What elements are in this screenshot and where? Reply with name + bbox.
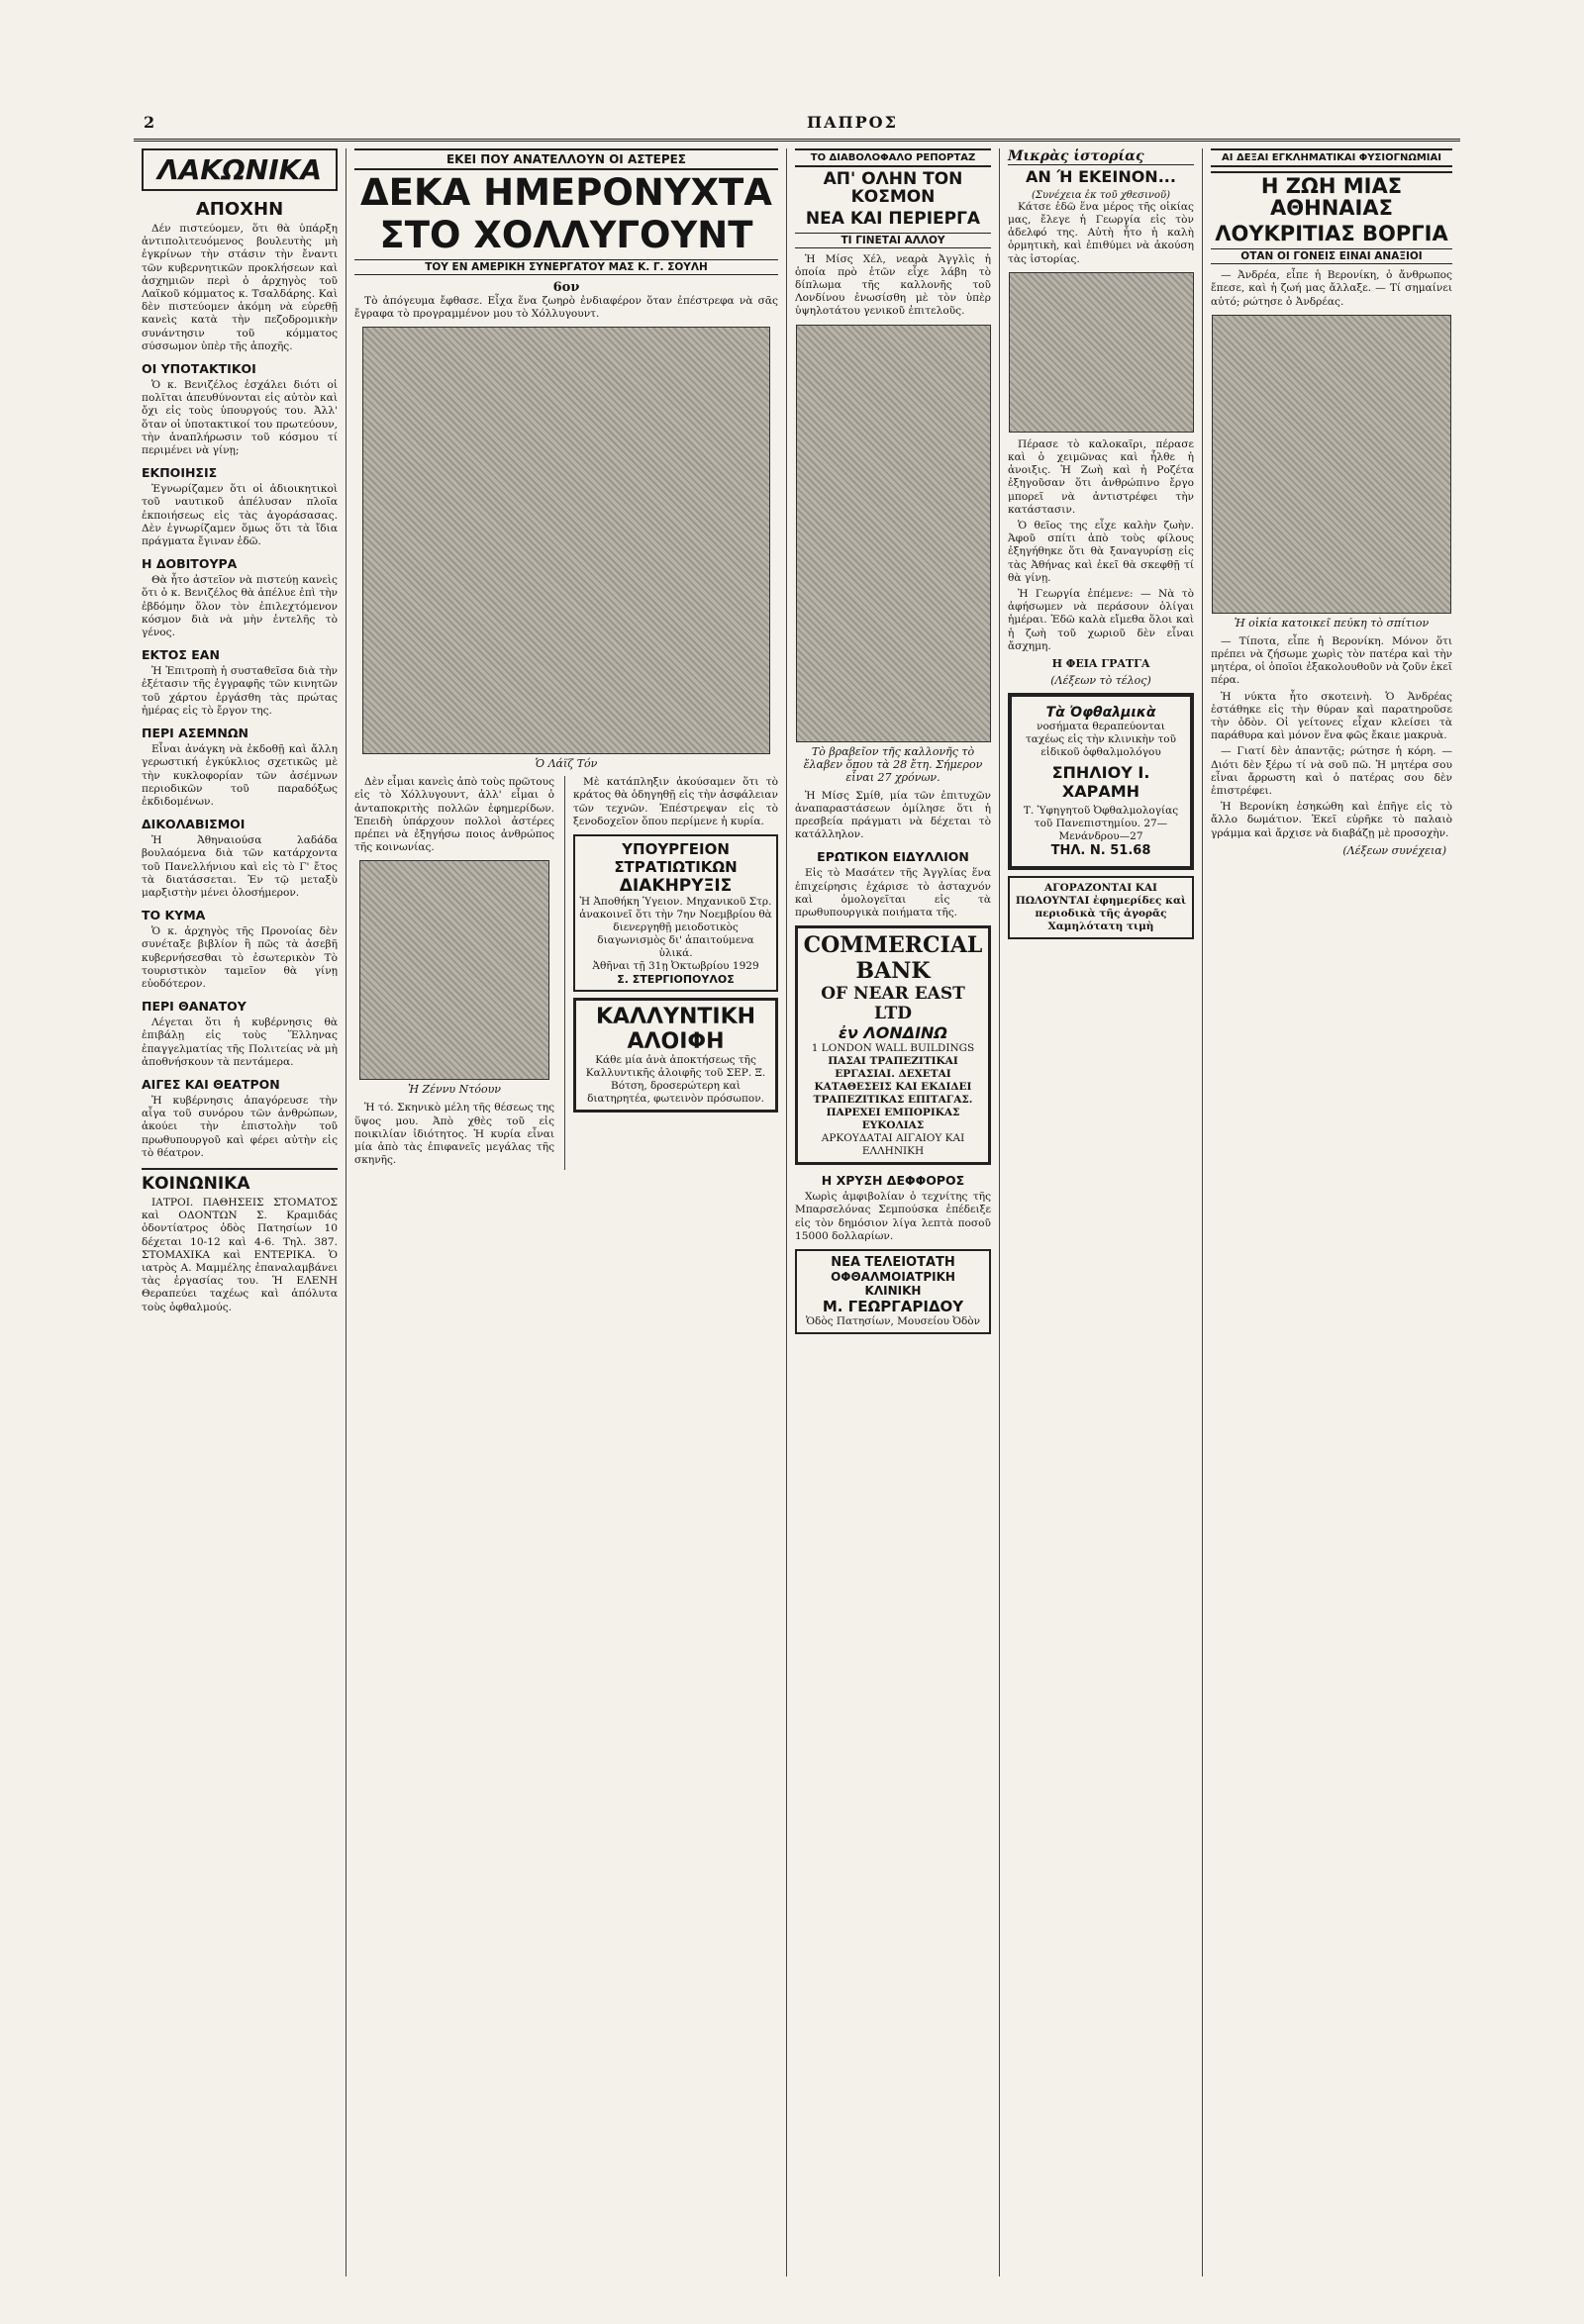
portrait-photo-man (362, 327, 770, 754)
ophthalmology-address: Τ. Ὑφηγητοῦ Ὀφθαλμολογίας τοῦ Πανεπιστημίου. 27—Μενάνδρου—27 (1023, 805, 1179, 843)
buy-sell-body: ΑΓΟΡΑΖΟΝΤΑΙ ΚΑΙ ΠΩΛΟΥΝΤΑΙ ἐφημερίδες καὶ περιοδικὰ τῆς ἀγορᾶς Χαμηλότατη τιμὴ (1015, 882, 1187, 933)
ministry-notice (573, 834, 778, 992)
lakonika-section-title: ΠΕΡΙ ΑΣΕΜΝΩΝ (142, 726, 248, 741)
lucretia-body-2: Ἡ νύκτα ἦτο σκοτεινὴ. Ὁ Ἀνδρέας ἐστάθηκε εἰς τὴν θύραν καὶ παρατηροῦσε τὴν ὁδὸν. Οἱ γείτονες εἶχαν κλείσει τὰ παράθυρα καὶ μόνον ἕνα φῶς ἔκαιε μακρυὰ. (1211, 690, 1452, 742)
lucretia-title-2: ΛΟΥΚΡΙΤΙΑΣ ΒΟΡΓΙΑ (1215, 222, 1448, 246)
lakonika-section-text: Εἶναι ἀνάγκη νὰ ἐκδοθῇ καὶ ἄλλη γερωστική ἐγκύκλιος σχετικῶς μὲ τὴν κυκλοφορίαν τῶν ἀσέμνων περιοδικῶν τοῦ παραδόξως ἐκδιδομένων. (142, 743, 338, 808)
hollywood-subtitle: ΤΟΥ ΕΝ ΑΜΕΡΙΚΗ ΣΥΝΕΡΓΑΤΟΥ ΜΑΣ Κ. Γ. ΣΟΥΛΗ (354, 259, 778, 275)
lucretia-kicker: ΑΙ ΔΕΞΑΙ ΕΓΚΛΗΜΑΤΙΚΑΙ ΦΥΣΙΟΓΝΩΜΙΑΙ (1211, 148, 1452, 167)
eye-clinic-headline: ΝΕΑ ΤΕΛΕΙΟΤΑΤΗ (831, 1254, 955, 1270)
lakonika-section-title: ΕΚΠΟΙΗΣΙΣ (142, 465, 218, 481)
ointment-body: Κάθε μία ἀνὰ ἀποκτήσεως τῆς Καλλυντικῆς ἀλοιφῆς τοῦ ΣΕΡ. Ξ. Βότση, δροσερώτερη καὶ διατηρητέα, φωτεινὸν πρόσωπον. (585, 1053, 766, 1105)
lakonika-section-title: ΑΙΓΕΣ ΚΑΙ ΘΕΑΤΡΟΝ (142, 1076, 280, 1092)
lakonika-header: ΛΑΚΩΝΙΚΑ (142, 148, 338, 191)
column-world-news (787, 148, 1000, 2276)
portrait-caption-2: Ἡ Ζέννυ Ντόουν (408, 1083, 501, 1097)
short-story-subtitle: (Συνέχεια ἐκ τοῦ χθεσινοῦ) (1032, 189, 1170, 201)
lakonika-section-text: Θὰ ἦτο ἀστεῖον νὰ πιστεύῃ κανεὶς ὅτι ὁ κ. Βενιζέλος θὰ ἀπέλυε ἐπὶ τὴν ἐβδόμην ὅλον τὸν ἐπιλεχτόμενον κόσμον διὰ νὰ μὴν ἐντελῆς τὸ γένος. (142, 574, 338, 639)
world-news-kicker: ΤΟ ΔΙΑΒΟΛΟΦΑΛΟ ΡΕΠΟΡΤΑΖ (795, 148, 991, 167)
ministry-signature: Σ. ΣΤΕΡΓΙΟΠΟΥΛΟΣ (617, 972, 735, 986)
ophthalmology-body: νοσήματα θεραπεύονται ταχέως εἰς τὴν κλινικὴν τοῦ εἰδικοῦ ὀφθαλμολόγου (1026, 721, 1176, 759)
eye-clinic-doctor: Μ. ΓΕΩΡΓΑΡΙΔΟΥ (822, 1297, 964, 1315)
ministry-date: Ἀθῆναι τῇ 31ῃ Ὀκτωβρίου 1929 (592, 959, 759, 972)
ointment-title: ΚΑΛΛΥΝΤΙΚΗ ΑΛΟΙΦΗ (595, 1004, 756, 1054)
lakonika-section-text: Ἡ Ἀθηναιούσα λαδάδα βουλαόμενα διὰ τῶν κατάρχοντα τοῦ Πανελλήνιου καὶ εἰς τὸ Γ' ἔτος τὰ διατάσσεται. Ἐν τῷ μεταξὺ μαρξιστὴν μένει ὁλοσήμερον. (142, 834, 338, 899)
lakonika-section-text: Ἡ κυβέρνησις ἀπαγόρευσε τὴν αἶγα τοῦ συνόρου τῶν ἀνθρώπων, ἀκούει τὴν ἐπιστολὴν τοῦ πρωθυπουργοῦ καὶ φέρει αὐτὴν εἰς τὸ θέατρον. (142, 1094, 338, 1159)
lakonika-section-title: ΑΠΟΧΗΝ (195, 199, 284, 220)
lakonika-section-text: Δέν πιστεύομεν, ὅτι θὰ ὑπάρξη ἀντιπολιτευόμενος βουλευτὴς μὴ ἐγκρίνων τὴν στάσιν τὴν ἔναντι τῶν κυβερνητικῶν προκλήσεων καὶ ἀσχημιῶν περὶ ὁ ἀρχηγὸς τοῦ Λαϊκοῦ κόμματος κ. Τσαλδάρης. Καὶ δὲν πιστεύομεν ἀκόμη νὰ εὑρεθῇ κανεὶς κατὰ τὴν πεζοδρομικὴν συνάντησιν τοῦ κόμματος σύσσωμον ὑπὲρ τῆς ἀποχῆς. (142, 223, 338, 352)
golden-story-body: Χωρὶς ἀμφιβολίαν ὁ τεχνίτης τῆς Μπαρσελόνας Σεμπούσκα ἐπέδειξε εἰς τὸν δημόσιον λίγα λεπτὰ ποσοῦ 15000 δολλαρίων. (795, 1191, 991, 1242)
world-news-subtitle: ΤΙ ΓΙΝΕΤΑΙ ΑΛΛΟΥ (795, 233, 991, 248)
lucretia-body-3: — Γιατί δὲν ἀπαντᾷς; ρώτησε ἡ κόρη. — Διότι δὲν ξέρω τί νὰ σοῦ πῶ. Ἡ μητέρα σου εἶναι ἄρρωστη καὶ ὁ πατέρας σου δὲν ἐπιστρέφει. (1211, 745, 1452, 797)
poem-body: Εἰς τὸ Μασάτεν τῆς Ἀγγλίας ἕνα ἐπιχείρησις ἐχάρισε τὸ ἀσταχνόν καὶ ὁμολογεῖται εἰς τὰ πρωθυπουργικὰ ποιήματα τῆς. (795, 867, 991, 919)
ophthalmology-ad (1008, 693, 1194, 870)
masthead (134, 111, 1460, 142)
page-number: 2 (144, 113, 155, 132)
lakonika-section-title: ΟΙ ΥΠΟΤΑΚΤΙΚΟΙ (142, 361, 256, 377)
lakonika-section-title: ΕΚΤΟΣ ΕΑΝ (142, 647, 220, 663)
golden-story-title: Η ΧΡΥΣΗ ΔΕΦΦΟΡΟΣ (821, 1173, 965, 1189)
children-drawing (1009, 272, 1194, 433)
lakonika-section-title: ΚΟΙΝΩΝΙΚΑ (142, 1168, 338, 1194)
short-story-signature: Η ΦΕΙΑ ΓΡΑΤΓΑ (1051, 657, 1150, 671)
short-story-body-4: Ἡ Γεωργία ἐπέμενε: — Νὰ τὸ ἀφήσωμεν νὰ περάσουν ὁλίγαι ἡμέραι. Ἐδῶ καλὰ εἴμεθα ὅλοι καὶ ἡ ζωὴ τοῦ χωριοῦ δὲν εἶναι ἄσχημη. (1008, 588, 1194, 652)
column-hollywood (346, 148, 787, 2276)
hollywood-body-3: Μὲ κατάπληξιν ἀκούσαμεν ὅτι τὸ κράτος θὰ ὁδηγηθῇ εἰς τὴν ἀσφάλειαν τῶν τεχνῶν. Ἐπέστρεψαν εἰς τὸ ξενοδοχεῖον ὅπου περίμενε ἡ κυρία. (573, 776, 778, 827)
lakonika-section-text: Ἐγνωρίζαμεν ὅτι οἱ ἀδιοικητικοὶ τοῦ ναυτικοῦ ἀπέλυσαν πλοῖα ἐκποιήσεως εἰς τὰς ἀγοράσασας. Δὲν ἐγνωρίζαμεν ὅμως ὅτι τὰ ἴδια πράγματα ἔγιναν ἐδῶ. (142, 483, 338, 548)
ministry-subtitle: ΔΙΑΚΗΡΥΞΙΣ (619, 875, 733, 896)
short-story-body-2: Πέρασε τὸ καλοκαῖρι, πέρασε καὶ ὁ χειμῶνας καὶ ἦλθε ἡ ἀνοιξις. Ἡ Ζωὴ καὶ ἡ Ροζέτα ἐξηγοῦσαν ὅτι ἀνθρώπινο ἔργο μπορεῖ νὰ ἀντιστρέφει τὴν κατάστασιν. (1008, 437, 1194, 516)
lakonika-section-text: ΙΑΤΡΟΙ. ΠΑΘΗΣΕΙΣ ΣΤΟΜΑΤΟΣ καὶ ΟΔΟΝΤΩΝ Σ. Κραμιδάς ὁδοντίατρος ὁδὸς Πατησίων 10 δέχεται 10-12 καὶ 4-6. Τηλ. 387. ΣΤΟΜΑΧΙΚΑ καὶ ΕΝΤΕΡΙΚΑ. Ὁ ιατρὸς Α. Μαμμέλης ἐπαναλαμβάνει τὰς ἐργασίας του. Ἡ ΕΛΕΝΗ Θεραπεύει ταχέως καὶ ἀπόλυτα τοὺς ὀφθαλμούς. (142, 1196, 338, 1313)
short-story-note: (Λέξεων τὸ τέλος) (1050, 674, 1151, 688)
lakonika-section-text: Λέγεται ὅτι ἡ κυβέρνησις θὰ ἐπιβάλῃ εἰς τοὺς Ἕλληνας ἐπαγγελματίας τῆς Πολιτείας νὰ μὴ ἀποθνήσκουν τὰ πεντάμερα. (142, 1017, 338, 1068)
lakonika-section-text: Ἡ Ἐπιτροπὴ ἡ συσταθεῖσα διὰ τὴν ἐξέτασιν τῆς ἐγγραφῆς τῶν κινητῶν τοῦ χάρτου ἐργάσθη τὰς πρώτας ἡμέρας εἰς τὸ ἔργον της. (142, 665, 338, 717)
short-story-body-1: Κάτσε ἐδῶ ἕνα μέρος τῆς οἰκίας μας, ἔλεγε ἡ Γεωργία εἰς τὸν ἀδελφό της. Αὐτὴ ἦτο ἡ καλὴ ὁρμητικὴ, καὶ ἐπιθύμει νὰ ἀκούση τὰς ἰστορίας. (1008, 200, 1194, 265)
lucretia-intro: — Ἀνδρέα, εἶπε ἡ Βερονίκη, ὁ ἄνθρωπος ἔπεσε, καὶ ἡ ζωή μας ἄλλαξε. — Τί σημαίνει αὐτό; ρώτησε ὁ Ἀνδρέας. (1211, 269, 1452, 308)
bank-title: COMMERCIAL BANK (803, 932, 983, 985)
eye-clinic-subtitle: ΟΦΘΑΛΜΟΙΑΤΡΙΚΗ ΚΛΙΝΙΚΗ (831, 1269, 955, 1298)
ministry-title: ΥΠΟΥΡΓΕΙΟΝ ΣΤΡΑΤΙΩΤΙΚΩΝ (614, 839, 738, 876)
short-story-body-3: Ὁ θεῖος της εἶχε καλὴν ζωὴν. Ἀφοῦ σπίτι ἀπὸ τοὺς φίλους ἐξηγήθηκε ὅτι θὰ ξαναγυρίσῃ εἰς τὰς Ἀθήνας καὶ ἐκεῖ θὰ σκεφθῇ τί θὰ γίνῃ. (1008, 520, 1194, 584)
lucretia-title-1: Η ΖΩΗ ΜΙΑΣ ΑΘΗΝΑΙΑΣ (1211, 171, 1452, 219)
ministry-body: Ἡ Ἀποθήκη Ὑγειον. Μηχανικοῦ Στρ. ἀνακοινεῖ ὅτι τὴν 7ην Νοεμβρίου θὰ διενεργηθῇ μειοδοτικὸς διαγωνισμὸς δι' ἀπαιτούμενα ὑλικά. (579, 895, 772, 959)
lakonika-section-title: ΔΙΚΟΛΑΒΙΣΜΟΙ (142, 817, 246, 832)
hollywood-section-label: 6ον (552, 279, 580, 295)
hollywood-body-2: Ἡ τό. Σκηνικὸ μέλη τῆς θέσεως της ὕψος μου. Ἀπὸ χθὲς τοῦ εἰς ποικιλίαν ἰδιότητος. Ἡ κυρία εἶναι μία ἀπὸ τὰς ἐπιφανεῖς μεγάλας τῆς σκηνῆς. (354, 1102, 555, 1167)
world-news-body-2: Ἡ Μίσς Σμίθ, μία τῶν ἐπιτυχῶν ἀναπαραστάσεων ὁμίλησε ὅτι ἡ πρεσβεία πράγματι νὰ δέχεται τὸ κατάλληλον. (795, 789, 991, 841)
lakonika-section-title: ΠΕΡΙ ΘΑΝΑΤΟΥ (142, 999, 247, 1015)
bank-address: 1 LONDON WALL BUILDINGS (811, 1042, 975, 1055)
buy-sell-ad (1008, 876, 1194, 939)
ophthalmology-title: Τὰ Ὀφθαλμικὰ (1045, 705, 1156, 722)
column-short-story (1000, 148, 1203, 2276)
lakonika-section-text: Ὁ κ. ἀρχηγὸς τῆς Προνοίας δὲν συνέταξε βιβλίον ἢ πῶς τὰ ἀσεβῆ κυβερνήσεσθαι τὸ ἐσωτερικὸν Τὸ τουριστικὸν ταμεῖον θὰ γίνῃ εὐοδότερον. (142, 925, 338, 990)
short-story-title: ΑΝ Ή ΕΚΕΙΝΟΝ... (1026, 167, 1176, 186)
beauty-queen-photo (796, 325, 991, 742)
column-lucretia (1203, 148, 1460, 2276)
house-photo (1212, 315, 1451, 614)
lucretia-body-4: Ἡ Βερονίκη ἐσηκώθη καὶ ἐπῆγε εἰς τὸ ἄλλο δωμάτιον. Ἐκεῖ εὑρῆκε τὸ παλαιὸ γράμμα καὶ ἄρχισε νὰ διαβάζῃ μὲ προσοχὴν. (1211, 801, 1452, 839)
column-lakonika (134, 148, 346, 2276)
bank-services: ΠΑΣΑΙ ΤΡΑΠΕΖΙΤΙΚΑΙ ΕΡΓΑΣΙΑΙ. ΔΕΧΕΤΑΙ ΚΑΤΑΘΕΣΕΙΣ ΚΑΙ ΕΚΔΙΔΕΙ ΤΡΑΠΕΖΙΤΙΚΑΣ ΕΠΙΤΑΓΑΣ. ΠΑΡΕΧΕΙ ΕΜΠΟΡΙΚΑΣ ΕΥΚΟΛΙΑΣ (813, 1055, 973, 1132)
lucretia-subtitle: ΟΤΑΝ ΟΙ ΓΟΝΕΙΣ ΕΙΝΑΙ ΑΝΑΞΙΟΙ (1211, 248, 1452, 264)
hollywood-title-2: ΣΤΟ ΧΟΛΛΥΓΟΥΝΤ (379, 213, 753, 256)
lucretia-body-1: — Τίποτα, εἶπε ἡ Βερονίκη. Μόνον ὅτι πρέπει νὰ ζήσωμε χωρὶς τὸν πατέρα καὶ τὴν μητέρα, οἱ ὁποῖοι ἐξακολουθοῦν νὰ ζοῦν ἐκεῖ πέρα. (1211, 634, 1452, 687)
lucretia-footer: (Λέξεων συνέχεια) (1342, 843, 1446, 857)
eye-clinic-address: Ὁδὸς Πατησίων, Μουσείου Ὀδὸν (806, 1314, 980, 1327)
world-news-title-1: ΑΠ' ΟΛΗΝ ΤΟΝ ΚΟΣΜΟΝ (823, 169, 963, 207)
commercial-bank-ad (795, 925, 991, 1165)
beauty-queen-caption: Τὸ βραβεῖον τῆς καλλονῆς τὸ ἔλαβεν ὅπου τὰ 28 ἔτη. Σήμερον εἶναι 27 χρόνων. (803, 744, 983, 784)
short-story-kicker: Μικρὰς ἱστορίας (1008, 148, 1194, 165)
poem-title: ΕΡΩΤΙΚΟΝ ΕΙΔΥΛΛΙΟΝ (817, 849, 969, 865)
hollywood-title-1: ΔΕΚΑ ΗΜΕΡΟΝΥΧΤΑ (360, 171, 772, 214)
ophthalmology-phone: ΤΗΛ. Ν. 51.68 (1050, 843, 1151, 859)
world-news-body-1: Ἡ Μίσς Χέλ, νεαρὰ Ἀγγλὶς ἡ ὁποία πρὸ ἐτῶν εἶχε λάβη τὸ δίπλωμα τῆς καλλονῆς τοῦ Λονδίνου ἐνωσίσθη μὲ τὸν ὑπὲρ ὑψηλοτάτου γενικοῦ ἐπιτελοῦς. (795, 252, 991, 318)
eye-clinic-ad (795, 1249, 991, 1334)
lakonika-section-title: Η ΔΟΒΙΤΟΥΡΑ (142, 556, 238, 572)
bank-footer: ΑΡΚΟΥΔΑΤΑΙ ΑΙΓΑΙΟΥ ΚΑΙ ΕΛΛΗΝΙΚΗ (821, 1132, 965, 1158)
cosmetic-ointment-ad (573, 998, 778, 1113)
world-news-title-2: ΝΕΑ ΚΑΙ ΠΕΡΙΕΡΓΑ (805, 208, 981, 229)
bank-title-2: OF NEAR EAST LTD (821, 984, 965, 1024)
lakonika-section-text: Ὁ κ. Βενιζέλος ἐσχάλει διότι οἱ πολῖται ἀπευθύνονται εἰς αὐτὸν καὶ ὄχι εἰς τοὺς ὑπουργούς του. Ἀλλ' ὅταν οἱ ὑποτακτικοί του πρωτεύουν, τὴν ἀναπλήρωσιν τοῦ κόσμου τί περιμένει νὰ γίνῃ; (142, 379, 338, 457)
newspaper-title: ΠΑΠΡΟΣ (807, 113, 898, 132)
portrait-photo-woman (359, 860, 549, 1080)
hollywood-kicker: ΕΚΕΙ ΠΟΥ ΑΝΑΤΕΛΛΟΥΝ ΟΙ ΑΣΤΕΡΕΣ (354, 148, 778, 170)
house-caption: Ἡ οἰκία κατοικεῖ πεύκη τὸ σπίτιον (1234, 616, 1430, 629)
hollywood-intro: Τὸ ἀπόγευμα ἔφθασε. Εἶχα ἕνα ζωηρὸ ἐνδιαφέρον ὅταν ἐπέστρεφα νὰ σᾶς ἔγραφα τὸ προγραμμένον μου τὸ Χόλλυγουντ. (354, 294, 778, 320)
ophthalmology-doctor: ΣΠΗΛΙΟΥ Ι. ΧΑΡΑΜΗ (1051, 763, 1150, 802)
portrait-caption-1: Ὁ Λάϊζ Τόν (535, 757, 598, 771)
bank-location: ἐν ΛΟΝΔΙΝΩ (838, 1023, 948, 1043)
hollywood-body-1: Δὲν εἶμαι κανεὶς ἀπὸ τοὺς πρῶτους εἰς τὸ Χόλλυγουντ, ἀλλ' εἶμαι ὁ ἀνταποκριτὴς πολλῶν ἐφημερίδων. Ἐπειδὴ ὑπάρχουν πολλοὶ ἀστέρες πρέπει νὰ ἐξηγήσω ποιος ἀνθρώπος τῆς κοινωνίας. (354, 776, 555, 854)
lakonika-sections (142, 199, 338, 1314)
lakonika-section-title: ΤΟ ΚΥΜΑ (142, 908, 206, 923)
